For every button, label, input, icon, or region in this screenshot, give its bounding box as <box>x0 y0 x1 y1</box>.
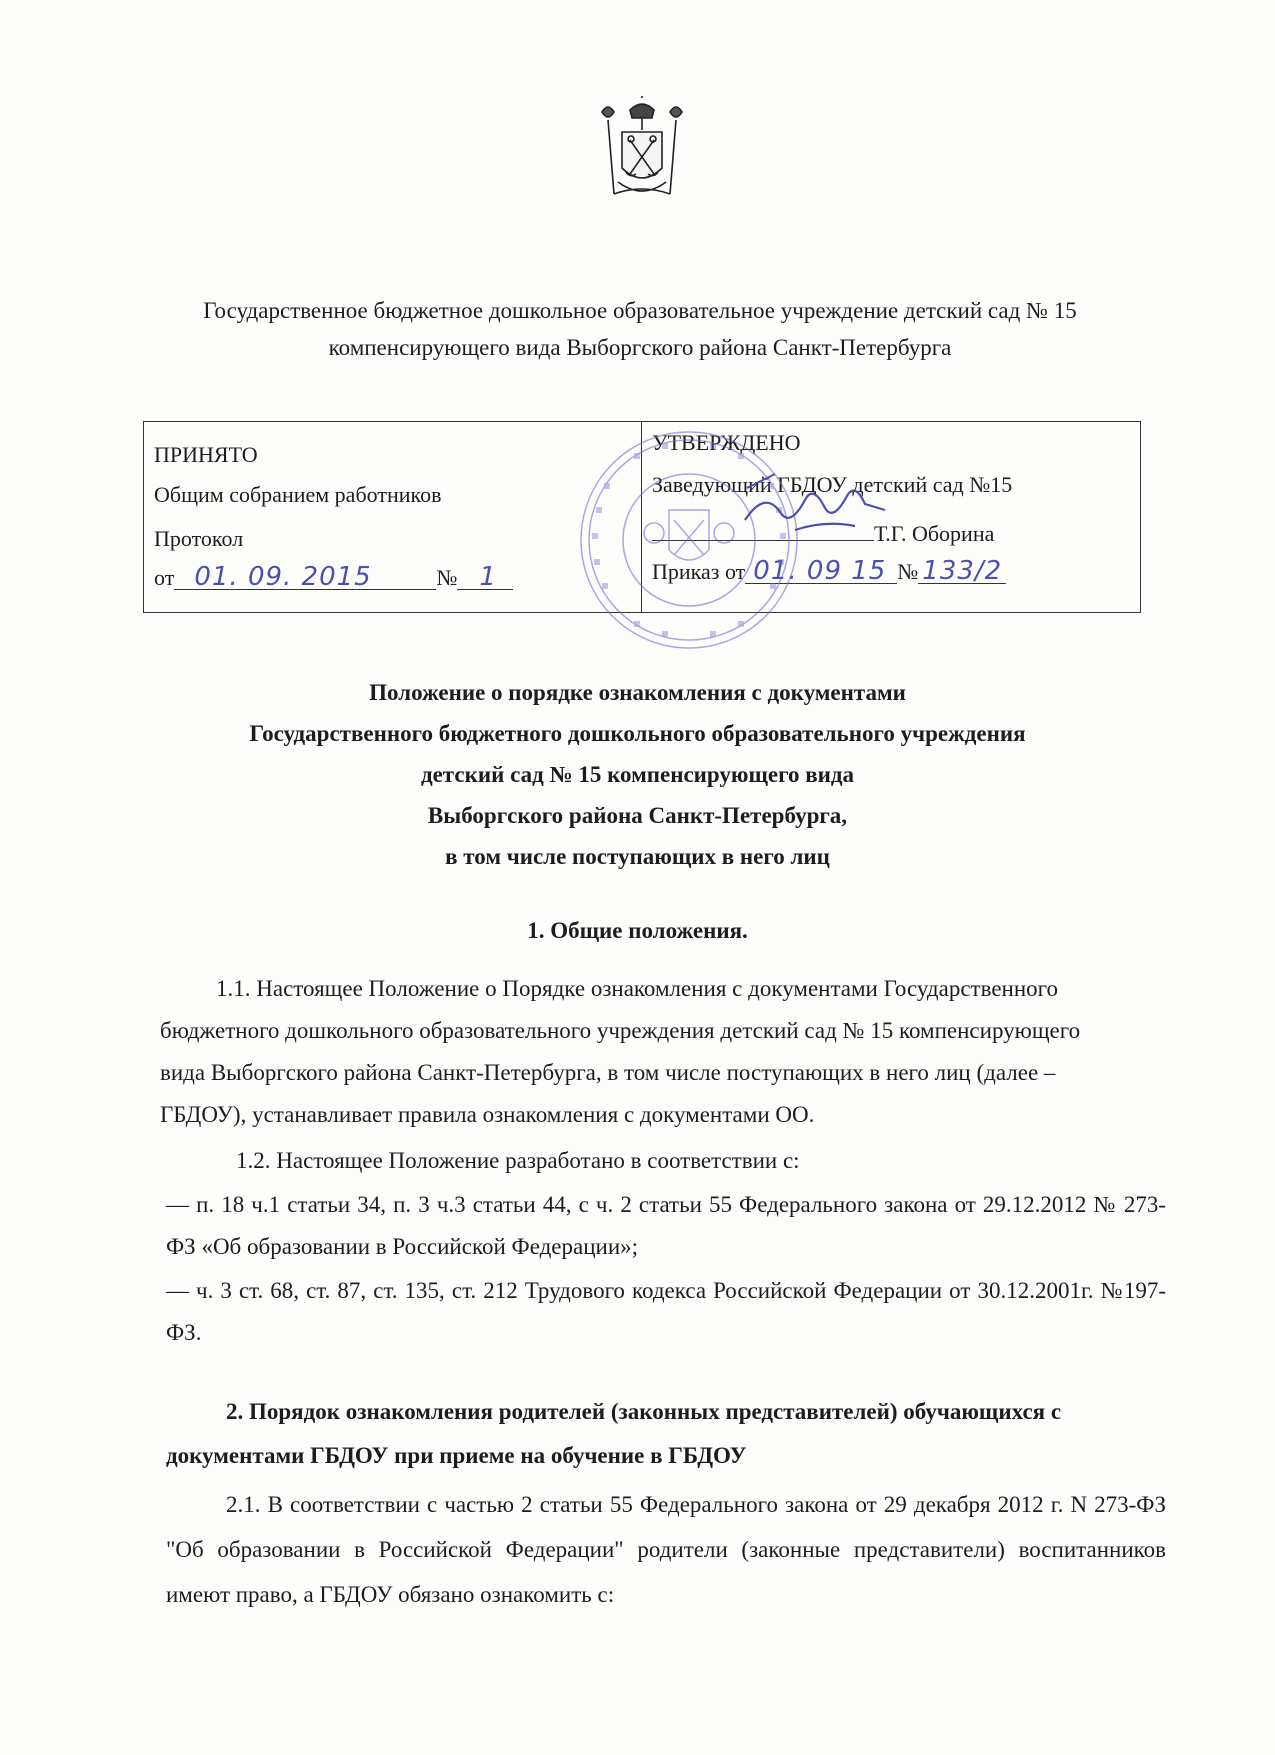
protocol-date-row <box>154 562 513 592</box>
approved-title: УТВЕРЖДЕНО <box>652 430 801 455</box>
order-number-label: № <box>897 559 919 584</box>
title-line-4: Выборгского района Санкт-Петербурга, <box>427 803 848 828</box>
paragraph-1-1: 1.1. Настоящее Положение о Порядке ознакомления с документами Государственного бюджетного дошкольного образовательного учреждения детский сад № 15 компенсирующего вида Выборгского района Санкт-Петербурга, в том числе поступающих в него лиц (далее – ГБДОУ), устанавливает правила ознакомления с документами ОО. <box>160 976 1081 1127</box>
protocol-date-field <box>174 562 436 592</box>
title-line-2: Государственного бюджетного дошкольного образовательного учреждения <box>249 721 1026 746</box>
organization-header <box>140 292 1140 366</box>
org-name-line2: компенсирующего вида Выборгского района Санкт-Петербурга <box>328 335 952 360</box>
title-line-1: Положение о порядке ознакомления с документами <box>369 680 906 705</box>
order-label: Приказ от <box>652 559 746 584</box>
section-1-heading: 1. Общие положения. <box>527 918 748 943</box>
section-2-heading: 2. Порядок ознакомления родителей (законных представителей) обучающихся с документами ГБДОУ при приеме на обучение в ГБДОУ <box>166 1399 1062 1468</box>
protocol-number: 1 <box>479 562 497 592</box>
bullet-labor-code: — ч. 3 ст. 68, ст. 87, ст. 135, ст. 212 Трудового кодекса Российской Федерации от 30.12.2001г. №197-ФЗ. <box>166 1278 1166 1345</box>
handwritten-signature-icon <box>735 470 895 540</box>
protocol-from-label: от <box>154 565 175 590</box>
protocol-number-label: № <box>436 565 458 590</box>
bullet-federal-law: — п. 18 ч.1 статьи 34, п. 3 ч.3 статьи 44, с ч. 2 статьи 55 Федерального закона от 29.12.2012 № 273-ФЗ «Об образовании в Российской Федерации»; <box>166 1192 1166 1259</box>
protocol-number-field <box>457 562 513 592</box>
head-name: Т.Г. Оборина <box>874 521 995 546</box>
document-title <box>160 672 1115 877</box>
paragraph-2-1: 2.1. В соответствии с частью 2 статьи 55 Федерального закона от 29 декабря 2012 г. N 273-ФЗ "Об образовании в Российской Федерации" родители (законные представители) воспитанников имеют право, а ГБДОУ обязано ознакомить с: <box>166 1492 1166 1607</box>
protocol-label: Протокол <box>154 526 244 551</box>
round-seal-stamp-icon <box>574 425 804 655</box>
saint-petersburg-coat-of-arms-icon <box>592 96 692 204</box>
order-number: 133/2 <box>922 556 1003 586</box>
order-number-field <box>918 556 1006 586</box>
title-line-5: в том числе поступающих в него лиц <box>445 844 830 869</box>
org-name-line1: Государственное бюджетное дошкольное образовательное учреждение детский сад № 15 <box>203 298 1077 323</box>
paragraph-1-2: 1.2. Настоящее Положение разработано в соответствии с: <box>236 1148 800 1173</box>
accepted-title: ПРИНЯТО <box>154 442 258 467</box>
accepted-by: Общим собранием работников <box>154 482 442 507</box>
protocol-date: 01. 09. 2015 <box>194 562 372 592</box>
title-line-3: детский сад № 15 компенсирующего вида <box>420 762 855 787</box>
approved-by-position: Заведующий ГБДОУ детский сад №15 <box>652 472 1013 497</box>
order-date: 01. 09 15 <box>753 556 887 586</box>
